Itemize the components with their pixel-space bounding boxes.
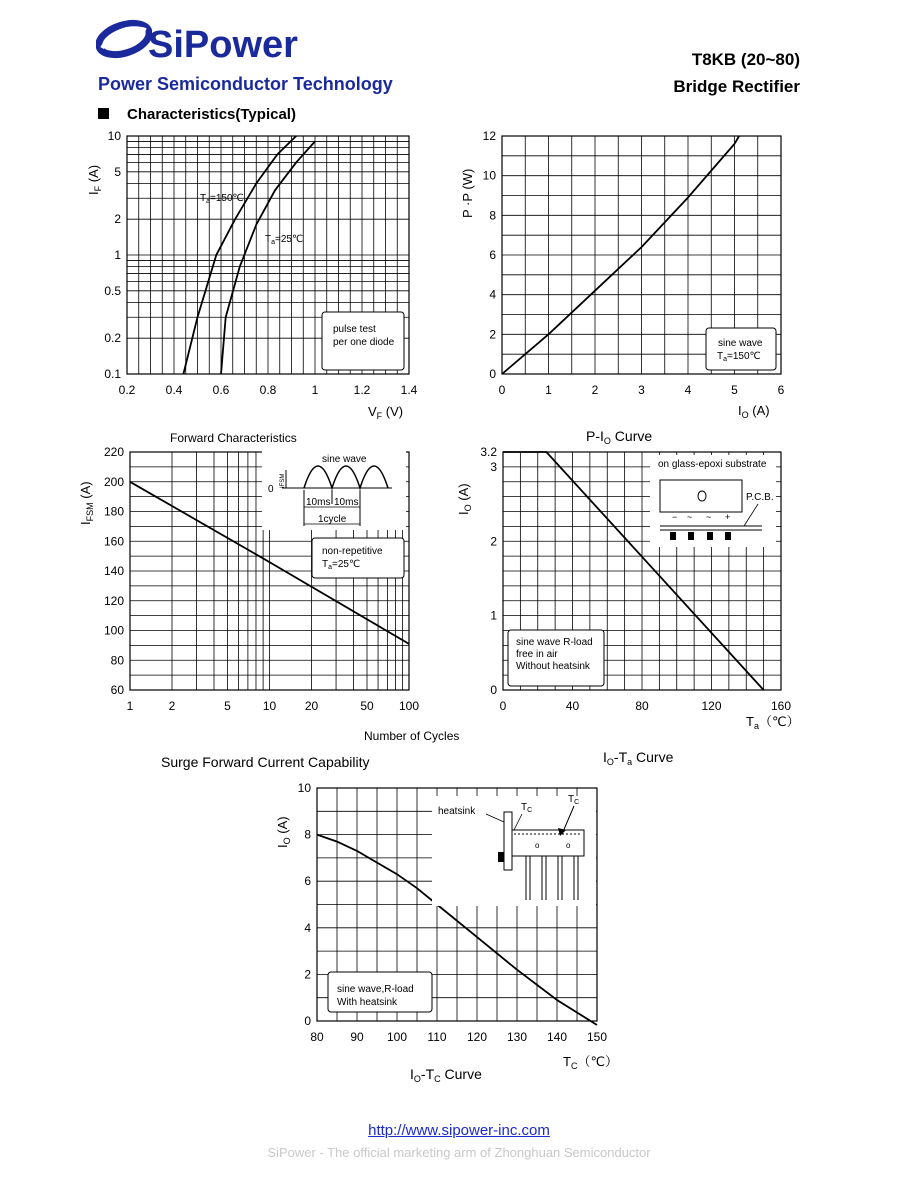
power-x-tick: 4	[684, 383, 692, 397]
surge-x-tick: 2	[168, 699, 176, 713]
surge-ylabel: $I_{FSM}$ (A)	[78, 481, 95, 525]
surge-annotation-box	[312, 538, 404, 578]
part-number: T8KB (20~80)	[691, 50, 800, 69]
svg-text:10ms: 10ms	[306, 497, 331, 508]
io_ta-x-tick: 80	[635, 699, 649, 713]
part-type: Bridge Rectifier	[673, 77, 800, 96]
svg-text:sine wave: sine wave	[322, 454, 367, 465]
io_ta-y-tick: 1	[490, 608, 497, 623]
io_tc-x-tick: 80	[310, 1030, 324, 1044]
surge-y-tick: 160	[103, 534, 124, 549]
power-y-tick: 2	[489, 327, 496, 342]
power-x-tick: 5	[731, 383, 738, 397]
power-y-tick: 8	[489, 208, 496, 223]
io_ta-y-tick: 3.2	[480, 445, 497, 459]
svg-text:non-repetitive: non-repetitive	[322, 546, 383, 557]
power-ylabel: P ·P (W)	[460, 168, 475, 218]
power-y-tick: 4	[489, 287, 496, 302]
io_ta-y-tick: 0	[490, 683, 497, 697]
forward-x-tick: 1.2	[353, 383, 371, 397]
section-title-text: Characteristics(Typical)	[127, 106, 296, 123]
svg-text:o: o	[535, 841, 540, 850]
svg-text:10ms: 10ms	[334, 497, 359, 508]
power-x-tick: 3	[638, 383, 645, 397]
surge-y-tick: 220	[103, 445, 124, 459]
forward-y-tick: 2	[114, 212, 121, 227]
io-ta-caption: $I_O-T_a$ Curve	[603, 749, 674, 767]
io_ta-x-tick: 160	[770, 699, 792, 713]
io_tc-y-tick: 8	[304, 827, 311, 842]
svg-text:−: −	[672, 512, 678, 522]
io_ta-x-tick: 0	[499, 699, 507, 713]
forward-x-tick: 0.2	[118, 383, 136, 397]
svg-text:sine wave,R-load: sine wave,R-load	[337, 984, 414, 995]
forward-y-tick: 1	[114, 248, 121, 262]
forward-xlabel: $V_F$ (V)	[368, 404, 404, 421]
io_tc-y-tick: 2	[304, 967, 311, 982]
forward-x-tick: 0.6	[212, 383, 230, 397]
svg-text:o: o	[566, 841, 571, 850]
io_tc-x-tick: 150	[586, 1030, 608, 1044]
svg-text:1cycle: 1cycle	[318, 514, 347, 525]
footer-note: SiPower - The official marketing arm of Zhonghuan Semiconductor	[267, 1145, 651, 1160]
svg-text:Ta=25℃: $T_a=25℃$	[322, 559, 361, 571]
surge-x-tick: 100	[398, 699, 420, 713]
surge-x-tick: 50	[360, 699, 374, 713]
surge-x-tick: 1	[126, 699, 134, 713]
svg-text:IFSM: IFSM	[280, 473, 286, 488]
power-annotation-box	[706, 328, 776, 370]
svg-text:heatsink: heatsink	[438, 806, 476, 817]
surge-xlabel: Number of Cycles	[364, 729, 460, 743]
power-x-tick: 6	[777, 383, 785, 397]
svg-text:on glass-epoxi substrate: on glass-epoxi substrate	[658, 459, 767, 470]
forward-x-tick: 1.4	[400, 383, 418, 397]
surge-x-tick: 10	[262, 699, 277, 713]
surge-x-tick: 5	[224, 699, 231, 713]
surge-y-tick: 180	[103, 504, 124, 519]
power-x-tick: 0	[498, 383, 506, 397]
forward-ylabel: $I_F$ (A)	[86, 164, 103, 195]
forward-x-tick: 0.4	[165, 383, 183, 397]
surge-y-tick: 120	[103, 593, 124, 608]
brand-tagline: Power Semiconductor Technology	[98, 74, 393, 94]
io-tc-caption: $I_O-T_C$ Curve	[410, 1066, 482, 1084]
svg-text:per one diode: per one diode	[333, 337, 395, 348]
surge-x-tick: 20	[304, 699, 319, 713]
io_ta-y-tick: 2	[490, 534, 497, 549]
forward-y-tick: 0.1	[104, 367, 121, 381]
forward-y-tick: 5	[114, 164, 121, 179]
power-caption: $P-I_O$ Curve	[586, 428, 653, 446]
forward-x-tick: 0.8	[259, 383, 277, 397]
surge-y-tick: 80	[110, 653, 124, 668]
io-tc-annotation-box	[328, 972, 432, 1012]
io_ta-y-tick: 3	[490, 459, 497, 474]
io_tc-x-tick: 140	[546, 1030, 568, 1044]
io_tc-y-tick: 10	[297, 781, 311, 795]
svg-text:Ta=150℃: $T_a=150℃$	[717, 351, 761, 363]
forward-y-tick: 0.5	[104, 283, 121, 298]
forward-annotation-box	[322, 312, 404, 370]
svg-text:TC: $T_C$	[568, 794, 580, 806]
power-x-tick: 1	[545, 383, 552, 397]
io_tc-y-tick: 0	[304, 1014, 311, 1028]
forward-series-150-label: $T_a=150℃$	[200, 193, 244, 205]
svg-text:~: ~	[687, 512, 693, 522]
surge-waveform-inset	[262, 448, 406, 530]
power-x-tick: 2	[591, 383, 599, 397]
svg-text:With heatsink: With heatsink	[337, 997, 398, 1008]
forward-series-25-label: $T_a=25℃$	[265, 234, 304, 246]
io-tc-heatsink-inset	[432, 794, 596, 906]
io_tc-x-tick: 120	[466, 1030, 488, 1044]
svg-text:TC: $T_C$	[521, 802, 533, 814]
io_tc-x-tick: 130	[506, 1030, 528, 1044]
footer-website-link[interactable]: http://www.sipower-inc.com	[368, 1122, 550, 1139]
power-y-tick: 6	[489, 248, 496, 262]
forward-x-tick: 1	[311, 383, 319, 397]
surge-y-tick: 200	[103, 474, 124, 489]
forward-y-tick: 0.2	[104, 331, 121, 346]
brand-name: SiPower	[148, 24, 298, 66]
io_tc-x-tick: 100	[386, 1030, 408, 1044]
forward-y-tick: 10	[107, 129, 121, 143]
power-y-tick: 0	[489, 367, 496, 381]
surge-y-tick: 100	[103, 623, 124, 638]
surge-y-tick: 60	[110, 683, 124, 697]
svg-text:~: ~	[706, 512, 712, 522]
svg-text:free in air: free in air	[516, 649, 558, 660]
surge-y-tick: 140	[103, 564, 124, 578]
io-ta-annotation-box	[508, 630, 604, 686]
io_tc-y-tick: 6	[304, 874, 311, 889]
svg-text:sine wave R-load: sine wave R-load	[516, 637, 593, 648]
surge-caption: Surge Forward Current Capability	[161, 754, 370, 770]
io-ta-xlabel: $T_a(℃)$	[746, 714, 800, 731]
power-y-tick: 10	[482, 168, 496, 183]
io_ta-x-tick: 40	[565, 699, 580, 713]
io-ta-ylabel: $I_O$ (A)	[456, 483, 473, 515]
io_tc-x-tick: 110	[427, 1030, 447, 1044]
forward-caption: Forward Characteristics	[170, 431, 297, 445]
svg-text:Without heatsink: Without heatsink	[516, 661, 590, 672]
io-tc-ylabel: $I_O$ (A)	[275, 816, 292, 848]
io_tc-x-tick: 90	[350, 1030, 364, 1044]
io-tc-xlabel: $T_C(℃)$	[563, 1054, 619, 1071]
io_ta-x-tick: 120	[701, 699, 722, 713]
svg-text:+: +	[725, 512, 731, 522]
io-ta-substrate-inset	[650, 455, 776, 547]
svg-text:0: 0	[268, 484, 274, 495]
power-y-tick: 12	[482, 129, 496, 143]
svg-text:P.C.B.: P.C.B.	[746, 492, 774, 503]
io_tc-y-tick: 4	[304, 920, 311, 935]
svg-text:pulse test: pulse test	[333, 324, 376, 335]
power-xlabel: $I_O$ (A)	[738, 403, 770, 420]
svg-text:sine wave: sine wave	[718, 338, 763, 349]
